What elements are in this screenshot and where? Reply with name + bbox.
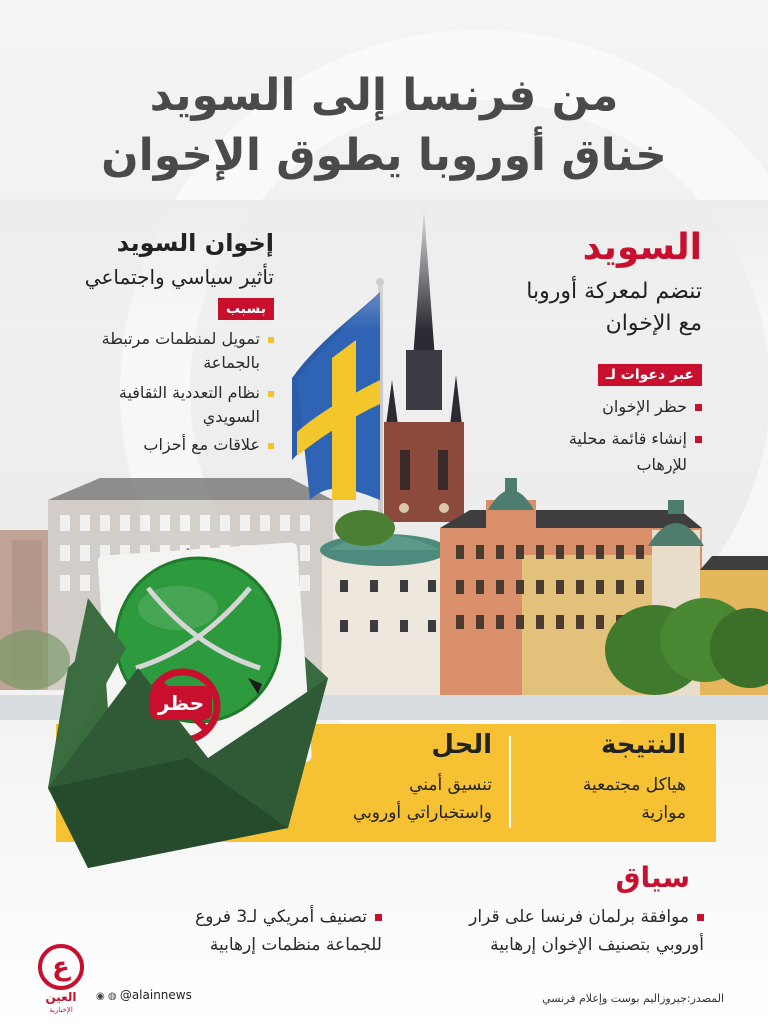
sweden-item-1-text: حظر الإخوان — [602, 397, 687, 416]
sweden-tag: عبر دعوات لـ — [598, 364, 702, 386]
brotherhood-item-1 — [102, 326, 274, 352]
sweden-item-2 — [569, 426, 702, 452]
logo-text: العين — [45, 990, 77, 1004]
brotherhood-heading: إخوان السويد — [116, 229, 274, 257]
bullet-square-icon — [695, 404, 702, 411]
ban-badge: حظر — [150, 686, 212, 720]
solution-line-1: تنسيق أمني — [409, 775, 492, 795]
bullet-square-icon — [268, 443, 274, 449]
solution-line-2: واستخباراتي أوروبي — [352, 803, 492, 823]
brotherhood-item-2-line-2: السويدي — [202, 407, 260, 426]
context-item-2-line-2: للجماعة منظمات إرهابية — [209, 935, 382, 955]
alain-logo-icon: ع — [38, 944, 84, 990]
brotherhood-item-2 — [119, 380, 274, 406]
result-line-2: موازية — [641, 803, 686, 823]
bullet-square-icon — [695, 436, 702, 443]
context-item-2-line-1: تصنيف أمريكي لـ3 فروع — [195, 907, 367, 927]
handle-text: @alainnews — [119, 988, 192, 1002]
sweden-item-2-line-2: للإرهاب — [636, 455, 687, 474]
band-divider — [509, 736, 511, 828]
brotherhood-item-3-text: علاقات مع أحزاب — [143, 435, 260, 454]
context-item-1-line-2: أوروبي بتصنيف الإخوان إرهابية — [490, 935, 704, 955]
title-line-2: خناق أوروبا يطوق الإخوان — [101, 130, 667, 181]
brotherhood-item-3 — [143, 432, 274, 458]
bullet-square-icon — [375, 914, 382, 921]
sweden-item-2-text-line-1: إنشاء قائمة محلية — [568, 429, 687, 448]
brotherhood-item-1-text: تمويل لمنظمات مرتبطة — [101, 329, 260, 348]
brotherhood-tag: بسبب — [218, 298, 274, 320]
brotherhood-item-2-text: نظام التعددية الثقافية — [118, 383, 260, 402]
sweden-sub-line-2: مع الإخوان — [605, 311, 702, 336]
result-title: النتيجة — [600, 730, 686, 760]
sweden-heading: السويد — [582, 227, 702, 268]
logo-subtext: الإخبارية — [49, 1006, 73, 1014]
title-line-1: من فرنسا إلى السويد — [149, 70, 619, 121]
brotherhood-sub: تأثير سياسي واجتماعي — [84, 265, 274, 289]
context-item-1 — [469, 904, 704, 930]
context-item-1-line-1: موافقة برلمان فرنسا على قرار — [469, 907, 689, 927]
bullet-square-icon — [697, 914, 704, 921]
context-item-2 — [195, 904, 382, 930]
source-text: المصدر:جيروزاليم بوست وإعلام فرنسي — [542, 992, 724, 1005]
social-handle — [96, 988, 192, 1002]
social-icons: ◉ ◍ — [96, 991, 120, 1002]
bullet-square-icon — [268, 337, 274, 343]
brotherhood-item-1-line-2: بالجماعة — [203, 353, 260, 372]
bullet-square-icon — [268, 391, 274, 397]
context-heading: سياق — [615, 861, 690, 894]
sweden-sub-line-1: تنضم لمعركة أوروبا — [526, 279, 702, 304]
solution-title: الحل — [431, 730, 492, 760]
sweden-item-1 — [602, 394, 702, 420]
result-line-1: هياكل مجتمعية — [582, 775, 686, 795]
